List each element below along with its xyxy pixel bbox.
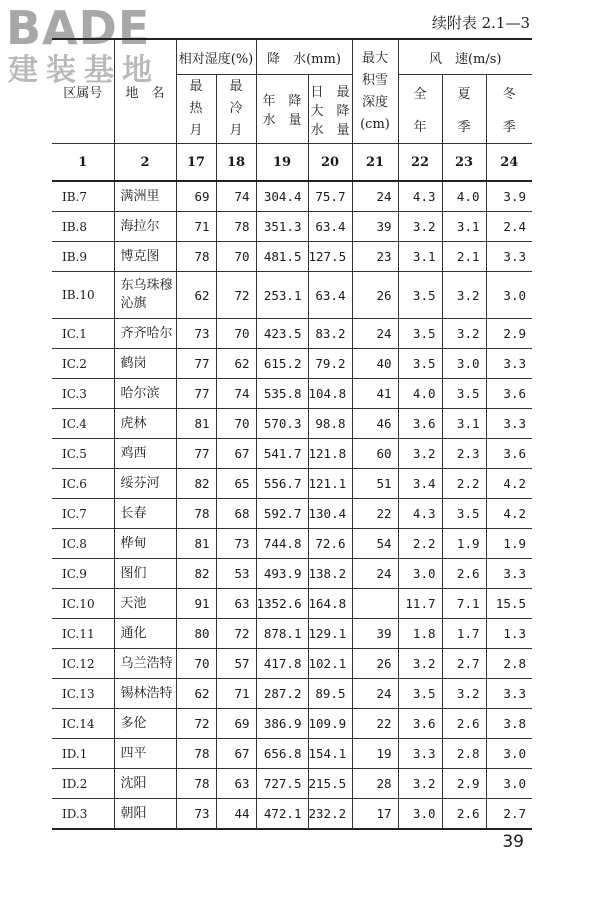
station-name: 鸡西 [114, 439, 176, 469]
precip-day-value: 75.7 [308, 181, 352, 212]
station-name: 多伦 [114, 709, 176, 739]
humidity-hot-value: 78 [176, 739, 216, 769]
climate-data-table [52, 38, 532, 830]
wind-summer-value: 7.1 [442, 589, 486, 619]
wind-summer-value: 2.6 [442, 709, 486, 739]
snow-depth-value: 19 [352, 739, 398, 769]
humidity-hot-value: 69 [176, 181, 216, 212]
table-row [52, 589, 532, 619]
header-wind-summer: 夏 季 [442, 75, 486, 144]
precip-year-value: 287.2 [256, 679, 308, 709]
table-row [52, 212, 532, 242]
snow-depth-value: 24 [352, 679, 398, 709]
humidity-cold-value: 69 [216, 709, 256, 739]
precip-day-value: 164.8 [308, 589, 352, 619]
precip-year-value: 304.4 [256, 181, 308, 212]
table-row [52, 679, 532, 709]
station-name: 天池 [114, 589, 176, 619]
snow-depth-value: 39 [352, 212, 398, 242]
wind-winter-value: 2.7 [486, 799, 532, 830]
snow-depth-value: 17 [352, 799, 398, 830]
station-name: 长春 [114, 499, 176, 529]
wind-summer-value: 2.3 [442, 439, 486, 469]
table-row [52, 709, 532, 739]
humidity-cold-value: 68 [216, 499, 256, 529]
precip-day-value: 102.1 [308, 649, 352, 679]
wind-winter-value: 3.0 [486, 769, 532, 799]
header-precip-year: 年 降 水 量 [256, 75, 308, 144]
humidity-hot-value: 77 [176, 349, 216, 379]
wind-year-value: 3.3 [398, 739, 442, 769]
humidity-hot-value: 62 [176, 679, 216, 709]
station-code: ⅠD.2 [52, 769, 114, 799]
station-name: 锡林浩特 [114, 679, 176, 709]
station-name: 博克图 [114, 242, 176, 272]
wind-winter-value: 4.2 [486, 499, 532, 529]
wind-summer-value: 3.2 [442, 679, 486, 709]
wind-winter-value: 2.8 [486, 649, 532, 679]
station-code: ⅠC.13 [52, 679, 114, 709]
header-wind-winter: 冬 季 [486, 75, 532, 144]
snow-depth-value: 51 [352, 469, 398, 499]
table-row [52, 529, 532, 559]
precip-year-value: 727.5 [256, 769, 308, 799]
precip-year-value: 615.2 [256, 349, 308, 379]
station-code: ⅠC.4 [52, 409, 114, 439]
precip-day-value: 63.4 [308, 212, 352, 242]
table-row [52, 349, 532, 379]
station-name: 桦甸 [114, 529, 176, 559]
precip-year-value: 592.7 [256, 499, 308, 529]
snow-depth-value: 41 [352, 379, 398, 409]
humidity-hot-value: 73 [176, 799, 216, 830]
humidity-hot-value: 78 [176, 499, 216, 529]
precip-year-value: 472.1 [256, 799, 308, 830]
table-row [52, 469, 532, 499]
wind-summer-value: 2.2 [442, 469, 486, 499]
header-name: 地 名 [114, 39, 176, 144]
station-name: 乌兰浩特 [114, 649, 176, 679]
humidity-hot-value: 71 [176, 212, 216, 242]
wind-year-value: 3.0 [398, 799, 442, 830]
table-row [52, 409, 532, 439]
station-code: ⅠD.3 [52, 799, 114, 830]
humidity-cold-value: 62 [216, 349, 256, 379]
snow-depth-value: 46 [352, 409, 398, 439]
table-row [52, 379, 532, 409]
wind-winter-value: 3.6 [486, 379, 532, 409]
col-number: 17 [176, 144, 216, 182]
humidity-cold-value: 67 [216, 739, 256, 769]
humidity-cold-value: 63 [216, 589, 256, 619]
precip-year-value: 541.7 [256, 439, 308, 469]
wind-winter-value: 3.6 [486, 439, 532, 469]
wind-summer-value: 3.2 [442, 272, 486, 319]
header-precip-day: 日 最 大 降 水 量 [308, 75, 352, 144]
snow-depth-value: 22 [352, 709, 398, 739]
station-name: 哈尔滨 [114, 379, 176, 409]
precip-day-value: 129.1 [308, 619, 352, 649]
humidity-cold-value: 71 [216, 679, 256, 709]
station-code: ⅠB.7 [52, 181, 114, 212]
precip-day-value: 121.1 [308, 469, 352, 499]
humidity-hot-value: 78 [176, 769, 216, 799]
wind-summer-value: 2.7 [442, 649, 486, 679]
wind-summer-value: 3.1 [442, 409, 486, 439]
station-name: 东乌珠穆沁旗 [114, 272, 176, 319]
station-name: 鹤岗 [114, 349, 176, 379]
wind-year-value: 3.6 [398, 409, 442, 439]
precip-year-value: 493.9 [256, 559, 308, 589]
station-name: 沈阳 [114, 769, 176, 799]
station-code: ⅠC.3 [52, 379, 114, 409]
humidity-hot-value: 77 [176, 439, 216, 469]
humidity-hot-value: 82 [176, 469, 216, 499]
humidity-cold-value: 44 [216, 799, 256, 830]
precip-year-value: 423.5 [256, 319, 308, 349]
table-title: 续附表 2.1—3 [431, 14, 530, 32]
col-number: 1 [52, 144, 114, 182]
precip-year-value: 351.3 [256, 212, 308, 242]
snow-depth-value: 28 [352, 769, 398, 799]
wind-year-value: 3.2 [398, 212, 442, 242]
col-number: 24 [486, 144, 532, 182]
header-humidity: 相对湿度(%) [176, 39, 256, 75]
table-row [52, 272, 532, 319]
table-row [52, 649, 532, 679]
table-row [52, 769, 532, 799]
station-name: 通化 [114, 619, 176, 649]
wind-summer-value: 4.0 [442, 181, 486, 212]
wind-summer-value: 2.6 [442, 559, 486, 589]
wind-summer-value: 3.2 [442, 319, 486, 349]
wind-winter-value: 3.3 [486, 559, 532, 589]
precip-day-value: 215.5 [308, 769, 352, 799]
humidity-cold-value: 72 [216, 272, 256, 319]
wind-year-value: 3.5 [398, 679, 442, 709]
station-code: ⅠC.9 [52, 559, 114, 589]
precip-day-value: 72.6 [308, 529, 352, 559]
wind-winter-value: 2.9 [486, 319, 532, 349]
station-name: 海拉尔 [114, 212, 176, 242]
precip-year-value: 1352.6 [256, 589, 308, 619]
table-row [52, 319, 532, 349]
precip-day-value: 79.2 [308, 349, 352, 379]
humidity-hot-value: 70 [176, 649, 216, 679]
wind-year-value: 4.3 [398, 499, 442, 529]
humidity-cold-value: 74 [216, 181, 256, 212]
col-number: 23 [442, 144, 486, 182]
humidity-hot-value: 82 [176, 559, 216, 589]
station-name: 图们 [114, 559, 176, 589]
station-code: ⅠC.10 [52, 589, 114, 619]
table-row [52, 799, 532, 830]
wind-year-value: 3.2 [398, 769, 442, 799]
wind-winter-value: 3.0 [486, 739, 532, 769]
station-code: ⅠC.11 [52, 619, 114, 649]
wind-year-value: 4.0 [398, 379, 442, 409]
header-wind: 风 速(m/s) [398, 39, 532, 75]
precip-day-value: 127.5 [308, 242, 352, 272]
station-code: ⅠC.2 [52, 349, 114, 379]
station-name: 齐齐哈尔 [114, 319, 176, 349]
precip-day-value: 63.4 [308, 272, 352, 319]
humidity-hot-value: 80 [176, 619, 216, 649]
precip-day-value: 138.2 [308, 559, 352, 589]
wind-winter-value: 3.0 [486, 272, 532, 319]
wind-winter-value: 4.2 [486, 469, 532, 499]
station-code: ⅠB.10 [52, 272, 114, 319]
col-number: 19 [256, 144, 308, 182]
station-code: ⅠC.5 [52, 439, 114, 469]
wind-summer-value: 2.8 [442, 739, 486, 769]
precip-year-value: 878.1 [256, 619, 308, 649]
table-row [52, 181, 532, 212]
station-name: 绥芬河 [114, 469, 176, 499]
wind-summer-value: 3.1 [442, 212, 486, 242]
wind-summer-value: 2.6 [442, 799, 486, 830]
precip-year-value: 656.8 [256, 739, 308, 769]
snow-depth-value [352, 589, 398, 619]
station-name: 四平 [114, 739, 176, 769]
wind-winter-value: 2.4 [486, 212, 532, 242]
precip-year-value: 417.8 [256, 649, 308, 679]
precip-year-value: 570.3 [256, 409, 308, 439]
snow-depth-value: 24 [352, 319, 398, 349]
humidity-hot-value: 73 [176, 319, 216, 349]
station-code: ⅠD.1 [52, 739, 114, 769]
logo-subtitle: 建装基地 [8, 53, 160, 88]
wind-year-value: 3.0 [398, 559, 442, 589]
wind-winter-value: 1.3 [486, 619, 532, 649]
header-humidity-cold: 最冷月 [216, 75, 256, 144]
station-name: 满洲里 [114, 181, 176, 212]
humidity-cold-value: 63 [216, 769, 256, 799]
station-code: ⅠC.7 [52, 499, 114, 529]
humidity-cold-value: 70 [216, 319, 256, 349]
table-row [52, 739, 532, 769]
snow-depth-value: 54 [352, 529, 398, 559]
station-code: ⅠB.9 [52, 242, 114, 272]
col-number: 20 [308, 144, 352, 182]
humidity-hot-value: 72 [176, 709, 216, 739]
humidity-hot-value: 78 [176, 242, 216, 272]
station-code: ⅠC.14 [52, 709, 114, 739]
precip-year-value: 535.8 [256, 379, 308, 409]
snow-depth-value: 23 [352, 242, 398, 272]
wind-year-value: 3.5 [398, 319, 442, 349]
humidity-hot-value: 91 [176, 589, 216, 619]
station-code: ⅠC.6 [52, 469, 114, 499]
precip-day-value: 83.2 [308, 319, 352, 349]
wind-summer-value: 3.0 [442, 349, 486, 379]
wind-winter-value: 3.3 [486, 242, 532, 272]
station-code: ⅠC.1 [52, 319, 114, 349]
table-row [52, 559, 532, 589]
wind-year-value: 3.2 [398, 439, 442, 469]
wind-year-value: 3.5 [398, 349, 442, 379]
precip-day-value: 130.4 [308, 499, 352, 529]
snow-depth-value: 22 [352, 499, 398, 529]
wind-year-value: 2.2 [398, 529, 442, 559]
humidity-cold-value: 78 [216, 212, 256, 242]
humidity-cold-value: 67 [216, 439, 256, 469]
wind-winter-value: 3.8 [486, 709, 532, 739]
wind-winter-value: 1.9 [486, 529, 532, 559]
col-number: 18 [216, 144, 256, 182]
snow-depth-value: 24 [352, 181, 398, 212]
precip-day-value: 121.8 [308, 439, 352, 469]
humidity-cold-value: 70 [216, 242, 256, 272]
humidity-cold-value: 73 [216, 529, 256, 559]
precip-year-value: 556.7 [256, 469, 308, 499]
wind-summer-value: 1.9 [442, 529, 486, 559]
humidity-cold-value: 53 [216, 559, 256, 589]
wind-winter-value: 15.5 [486, 589, 532, 619]
wind-summer-value: 1.7 [442, 619, 486, 649]
header-humidity-hot: 最热月 [176, 75, 216, 144]
wind-year-value: 3.5 [398, 272, 442, 319]
wind-winter-value: 3.3 [486, 349, 532, 379]
precip-day-value: 89.5 [308, 679, 352, 709]
precip-year-value: 744.8 [256, 529, 308, 559]
precip-day-value: 109.9 [308, 709, 352, 739]
column-number-row [52, 144, 532, 182]
precip-day-value: 98.8 [308, 409, 352, 439]
snow-depth-value: 40 [352, 349, 398, 379]
humidity-cold-value: 74 [216, 379, 256, 409]
station-code: ⅠB.8 [52, 212, 114, 242]
precip-day-value: 104.8 [308, 379, 352, 409]
wind-summer-value: 3.5 [442, 379, 486, 409]
table-row [52, 499, 532, 529]
page-number: 39 [502, 832, 524, 852]
station-name: 虎林 [114, 409, 176, 439]
wind-year-value: 3.6 [398, 709, 442, 739]
humidity-cold-value: 65 [216, 469, 256, 499]
header-precipitation: 降 水(mm) [256, 39, 352, 75]
humidity-cold-value: 72 [216, 619, 256, 649]
precip-year-value: 253.1 [256, 272, 308, 319]
station-code: ⅠC.8 [52, 529, 114, 559]
header-wind-year: 全 年 [398, 75, 442, 144]
humidity-hot-value: 62 [176, 272, 216, 319]
header-snow: 最大积雪深度(cm) [352, 39, 398, 144]
humidity-hot-value: 81 [176, 409, 216, 439]
precip-day-value: 154.1 [308, 739, 352, 769]
station-code: ⅠC.12 [52, 649, 114, 679]
snow-depth-value: 26 [352, 649, 398, 679]
col-number: 21 [352, 144, 398, 182]
humidity-hot-value: 77 [176, 379, 216, 409]
header-row-1 [52, 39, 532, 75]
table-row [52, 439, 532, 469]
humidity-hot-value: 81 [176, 529, 216, 559]
wind-winter-value: 3.9 [486, 181, 532, 212]
logo-text: BADE [6, 1, 151, 55]
precip-year-value: 386.9 [256, 709, 308, 739]
wind-summer-value: 2.9 [442, 769, 486, 799]
wind-year-value: 3.4 [398, 469, 442, 499]
snow-depth-value: 39 [352, 619, 398, 649]
station-name: 朝阳 [114, 799, 176, 830]
precip-year-value: 481.5 [256, 242, 308, 272]
table-row [52, 242, 532, 272]
snow-depth-value: 26 [352, 272, 398, 319]
wind-winter-value: 3.3 [486, 679, 532, 709]
wind-year-value: 3.2 [398, 649, 442, 679]
col-number: 2 [114, 144, 176, 182]
snow-depth-value: 60 [352, 439, 398, 469]
humidity-cold-value: 70 [216, 409, 256, 439]
wind-summer-value: 3.5 [442, 499, 486, 529]
humidity-cold-value: 57 [216, 649, 256, 679]
wind-winter-value: 3.3 [486, 409, 532, 439]
header-code: 区属号 [52, 39, 114, 144]
wind-year-value: 4.3 [398, 181, 442, 212]
data-rows [52, 181, 532, 829]
table-row [52, 619, 532, 649]
wind-summer-value: 2.1 [442, 242, 486, 272]
snow-depth-value: 24 [352, 559, 398, 589]
wind-year-value: 11.7 [398, 589, 442, 619]
wind-year-value: 1.8 [398, 619, 442, 649]
wind-year-value: 3.1 [398, 242, 442, 272]
col-number: 22 [398, 144, 442, 182]
precip-day-value: 232.2 [308, 799, 352, 830]
